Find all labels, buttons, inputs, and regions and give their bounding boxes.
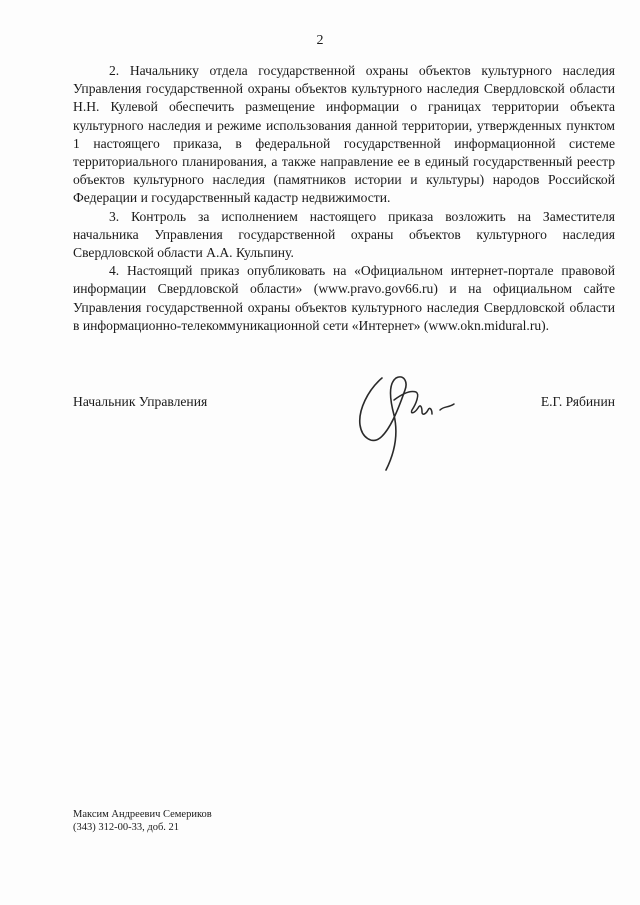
document-body	[73, 62, 615, 335]
page-number: 2	[316, 33, 324, 48]
handwritten-signature	[350, 360, 460, 480]
paragraph-2: 2. Начальнику отдела государственной охраны объектов культурного наследия Управления государственной охраны объектов культурного наследия Свердловской области Н.Н. Кулевой обеспечить размещение информации о границах территории объекта культурного наследия и режиме использования данной территории, утвержденных пунктом 1 настоящего приказа, в федеральной государственной информационной системе территориального планирования, а также направление ее в единый государственный реестр объектов культурного наследия (памятников истории и культуры) народов Российской Федерации и государственный кадастр недвижимости.	[73, 63, 615, 206]
executor-info	[73, 808, 212, 834]
paragraph-4: 4. Настоящий приказ опубликовать на «Официальном интернет-портале правовой информации Свердловской области» (www.pravo.gov66.ru) и на официальном сайте Управления государственной охраны объектов культурного наследия Свердловской области в информационно-телекоммуникационной сети «Интернет» (www.okn.midural.ru).	[73, 263, 615, 333]
executor-name: Максим Андреевич Семериков	[73, 809, 212, 820]
executor-phone: (343) 312-00-33, доб. 21	[73, 822, 180, 833]
paragraph-3: 3. Контроль за исполнением настоящего приказа возложить на Заместителя начальника Управления государственной охраны объектов культурного наследия Свердловской области А.А. Кульпину.	[73, 208, 615, 261]
signatory-position: Начальник Управления	[73, 394, 208, 409]
signatory-name: Е.Г. Рябинин	[540, 394, 615, 409]
